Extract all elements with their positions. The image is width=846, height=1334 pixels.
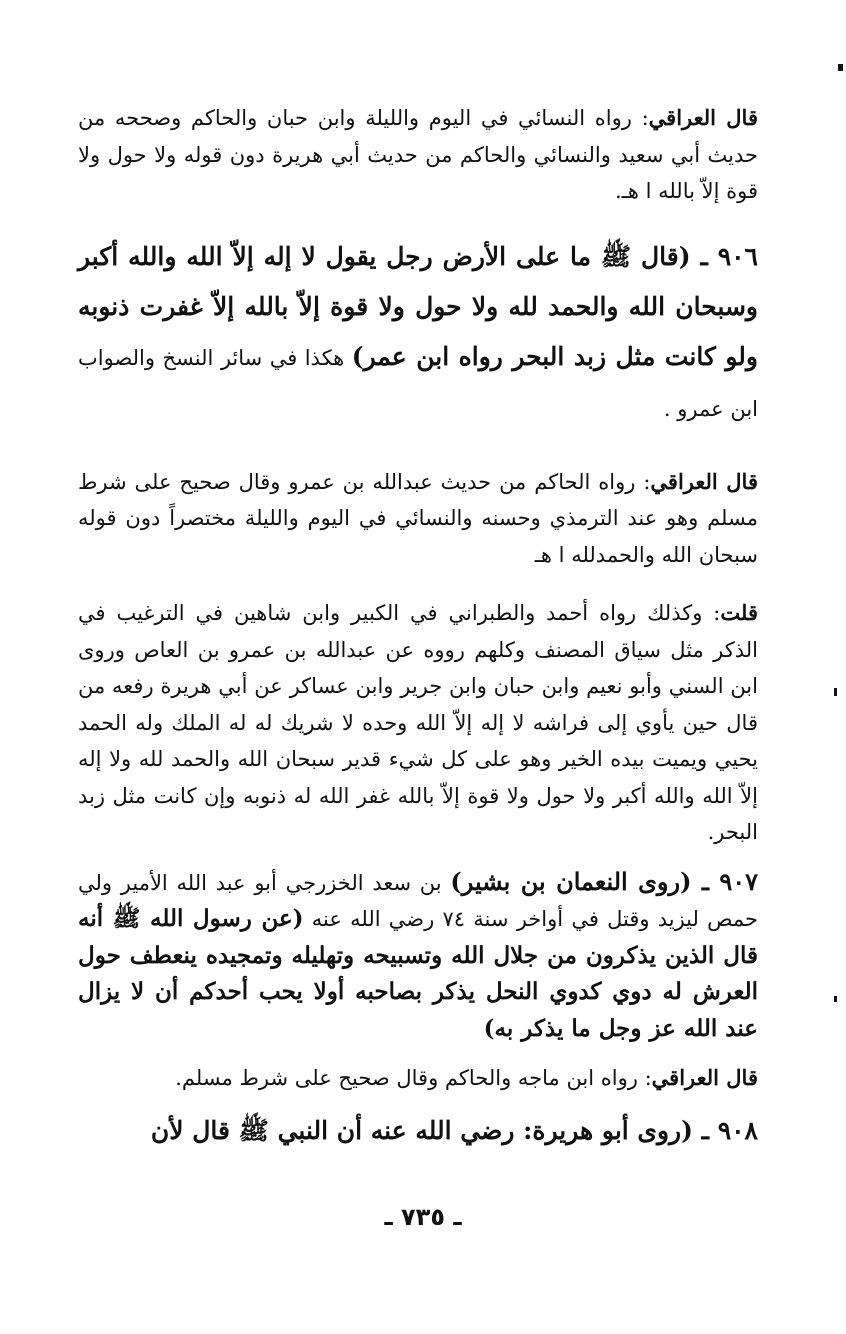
paragraph-label: قلت [720, 600, 758, 625]
paragraph-3 [78, 464, 758, 574]
page-number: ـ ٧٣٥ ـ [384, 1203, 462, 1231]
paragraph-text: : وكذلك رواه أحمد والطبراني في الكبير وابن شاهين في الترغيب في الذكر مثل سياق المصنف وكلهم رووه عن عبدالله بن عمرو بن العاص وروى ابن السني وأبو نعيم وابن حبان وابن جرير وابن عساكر عن أبي هريرة رفعه من قال حين يأوي إلى فراشه لا إله إلاّ الله وحده لا شريك له له الملك وله الحمد يحيي ويميت بيده الخير وهو على كل شيء قدير سبحان الله والحمد لله ولا إله إلاّ الله والله أكبر ولا حول ولا قوة إلاّ بالله غفر الله له ذنوبه وإن كانت مثل زبد البحر. [78, 601, 758, 844]
paragraph-text: : رواه ابن ماجه والحاكم وقال صحيح على شرط مسلم. [175, 1066, 652, 1090]
hadith-narrator: (روى النعمان بن بشير) [450, 866, 702, 896]
paragraph-label: قال العراقي [651, 1065, 758, 1090]
page-body [78, 100, 758, 1152]
scan-mark [838, 64, 843, 71]
paragraph-label: قال العراقي [650, 468, 758, 494]
narrator-bio: بن سعد الخزرجي أبو عبد الله الأمير ولي حمص ليزيد وقتل في أواخر سنة ٧٤ رضي الله عنه [78, 870, 758, 931]
paragraph-1 [78, 100, 758, 210]
hadith-commentary: هكذا في سائر النسخ والصواب ابن عمرو . [78, 345, 758, 421]
hadith-906 [78, 232, 758, 434]
paragraph-label: قال العراقي [648, 105, 758, 130]
scan-mark [834, 996, 837, 1002]
paragraph-text: : رواه النسائي في اليوم والليلة وابن حبان والحاكم وصححه من حديث أبي سعيد والنسائي والحاكم من حديث أبي هريرة دون قوله ولا حول ولا قوة إلاّ بالله ا هـ. [78, 106, 758, 203]
paragraph-6 [78, 1060, 758, 1097]
hadith-text: (عن رسول الله ﷺ أنه قال الذين يذكرون من جلال الله وتسبيحه وتهليله وتمجيده ينعطف حول العرش له دوي كدوي النحل يذكر بصاحبه أولا يحب أحدكم أن لا يزال عند الله عز وجل ما يذكر به) [78, 905, 758, 1042]
scan-mark [834, 688, 837, 696]
hadith-number: ٩٠٧ ـ [701, 866, 759, 896]
paragraph-4 [78, 595, 758, 851]
hadith-908 [78, 1110, 758, 1152]
hadith-text: ٩٠٦ ـ (قال ﷺ ما على الأرض رجل يقول لا إله إلاّ الله والله أكبر وسبحان الله والحمد لله ولا حول ولا قوة إلاّ بالله إلاّ غفرت ذنوبه ولو كانت مثل زبد البحر رواه ابن عمر) [78, 241, 758, 371]
paragraph-text: : رواه الحاكم من حديث عبدالله بن عمرو وقال صحيح على شرط مسلم وهو عند الترمذي وحسنه والنسائي في اليوم والليلة مختصراً دون قوله سبحان الله والحمدلله ا هـ [78, 469, 758, 567]
hadith-907 [78, 864, 758, 1048]
hadith-text: ٩٠٨ ـ (روى أبو هريرة: رضي الله عنه أن النبي ﷺ قال لأن [150, 1115, 758, 1145]
